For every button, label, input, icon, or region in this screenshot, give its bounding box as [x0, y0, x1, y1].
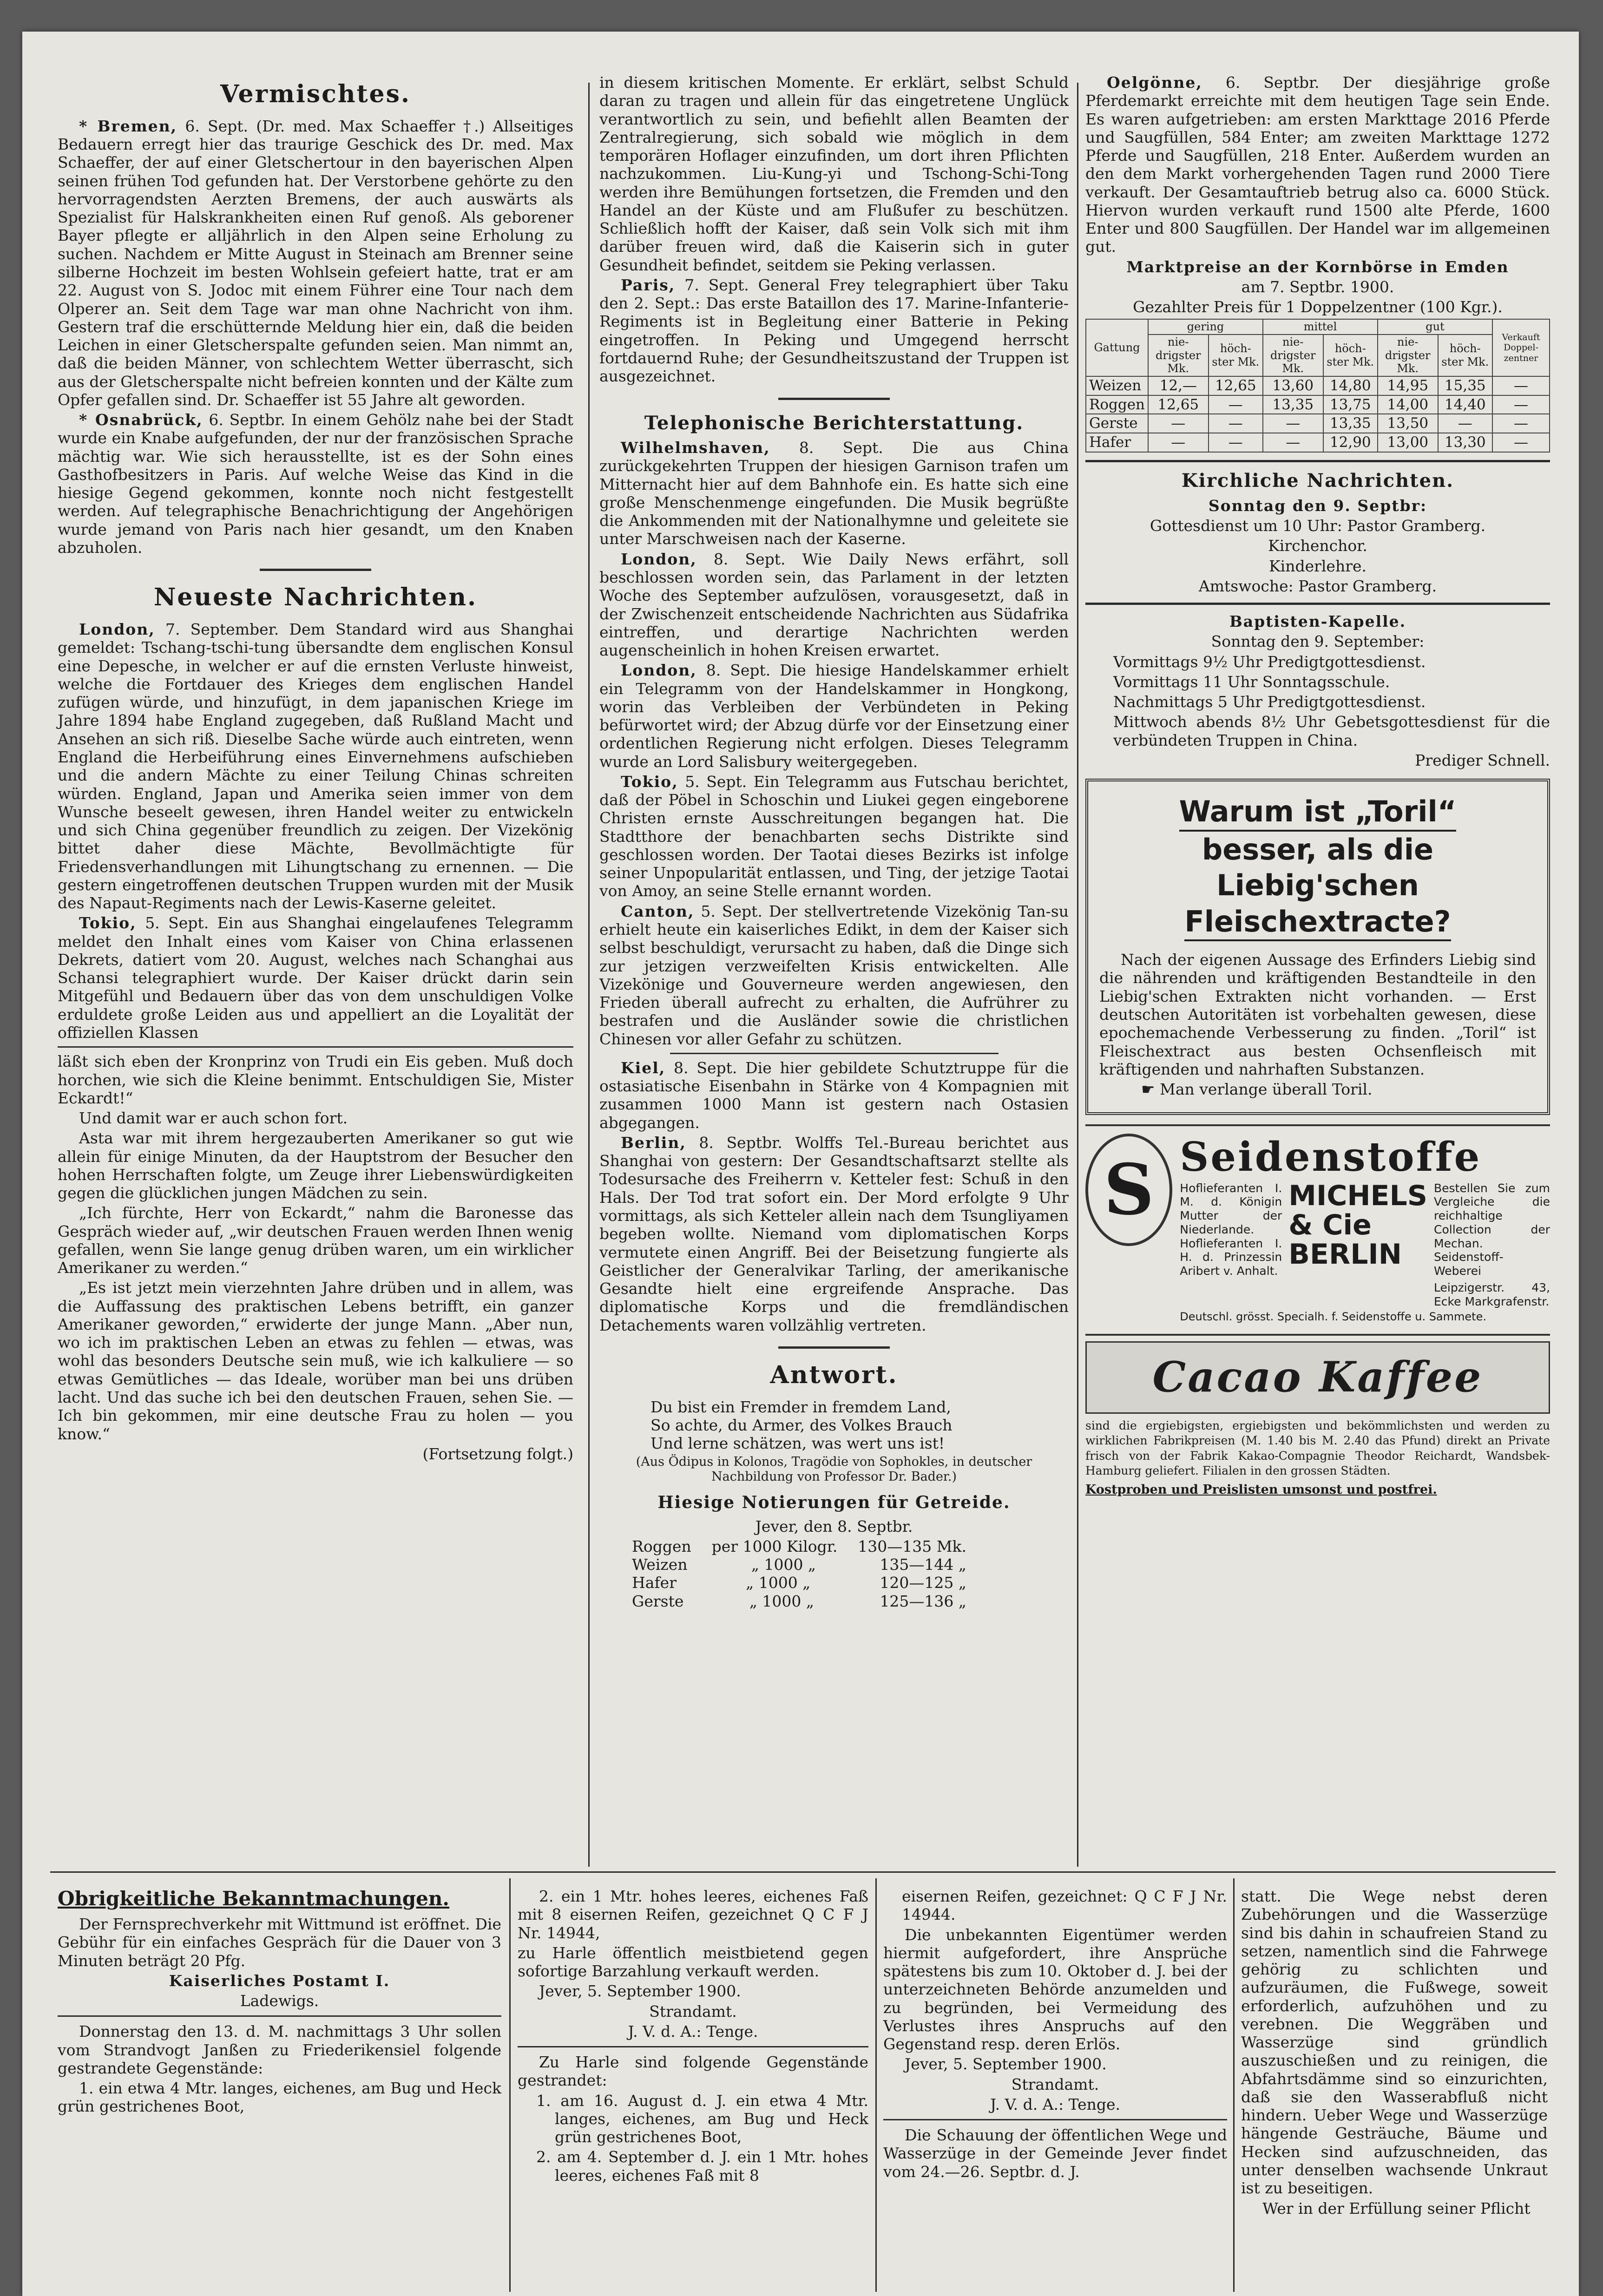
- notice-signature: Kaiserliches Postamt I.: [169, 1971, 390, 1990]
- ad-cta: ☛ Man verlange überall Toril.: [1141, 1080, 1373, 1099]
- column-header: nie- drigster Mk.: [1378, 335, 1438, 376]
- notice-list: [518, 2092, 868, 2184]
- section-heading-telephon: Telephonische Berichterstattung.: [644, 412, 1024, 434]
- article-berlin: Berlin, 8. Septbr. Wolffs Tel.-Bureau berichtet aus Shanghai von gestern: Der Gesandtschaftsarzt stellte als Todesursache des Freiherrn v. Ketteler fest: Schuß in den Hals. Der Tod trat sofort ein. Der Mord erfolgte 9 Uhr vormittags, als sich Ketteler allein nach dem Tsungliyamen begeben wollte. Niemand vom diplomatischen Korps vermutete einen Angriff. Bei der Beisetzung fungierte als Geistlicher der Generalvikar Tarling, der amerikanische Gesandte hielt eine ergreifende Ansprache. Das diplomatische Korps und die fremdländischen Detachements waren vollzählig vertreten.: [599, 1133, 1069, 1334]
- bottom-column-c: [883, 1887, 1227, 2183]
- baptisten-date: Sonntag den 9. September:: [1211, 632, 1425, 651]
- section-heading-vermischtes: Vermischtes.: [220, 80, 411, 108]
- table-cell: Weizen: [1086, 376, 1148, 395]
- table-cell: 14,80: [1323, 376, 1378, 395]
- poem-line: Du bist ein Fremder in fremdem Land,: [650, 1397, 951, 1416]
- column-divider: [1233, 1878, 1235, 2292]
- baptisten-line: Vormittags 11 Uhr Sonntagsschule.: [1113, 672, 1390, 691]
- poem-line: So achte, du Armer, des Volkes Brauch: [650, 1416, 953, 1434]
- story-paragraph: läßt sich eben der Kronprinz von Trudi ein Eis geben. Muß doch horchen, wie sich die Kleine benimmt. Entschuldigen Sie, Mister Eckardt!“: [58, 1052, 573, 1107]
- notice-paragraph: statt. Die Wege nebst deren Zubehörungen und die Wasserzüge sind bis dahin in schaufreien Stand zu setzen, namentlich sind die Fahrwege gehörig zu schlichten und aufzuräumen, die Fußwege, soweit erforderlich, aufzuhöhen und zu verebnen. Die Weggräben und Wasserzüge sind gründlich auszuschießen und zu reinigen, die Abfahrtsdämme sind so einzurichten, daß sie den Wasserabfluß nicht hindern. Ueber Wege und Wasserzüge hängende Gesträuche, Bäume und Hecken sind aufzuschneiden, das unter denselben wachsende Unkraut ist zu beseitigen.: [1241, 1887, 1548, 2198]
- notice-paragraph: Zu Harle sind folgende Gegenstände gestrandet:: [518, 2053, 868, 2090]
- table-cell: 13,35: [1323, 414, 1378, 433]
- table-cell: —: [1492, 433, 1550, 452]
- table-cell: Hafer: [1086, 433, 1148, 452]
- getreide-table: [599, 1537, 1069, 1610]
- article-continued: in diesem kritischen Momente. Er erklärt, selbst Schuld daran zu tragen und allein für das eingetretene Unglück verantwortlich zu sein, und befiehlt allen Beamten der Zentralregierung, sich sobald wie möglich in dem temporären Hoflager einzufinden, um dort ihren Pflichten nachzukommen. Liu-Kung-yi und Tschong-Schi-Tong werden ihre Bemühungen fortsetzen, die Fremden und den Handel an der Küste und am Flußufer zu beschützen. Schließlich hofft der Kaiser, daß sein Volk sich mit ihm darüber freuen wird, daß die Kaiserin sich in guter Gesundheit befindet, seitdem sie Peking verlassen.: [599, 73, 1069, 274]
- marktpreise-subtitle: Gezahlter Preis für 1 Doppelzentner (100 Kgr.).: [1133, 298, 1503, 316]
- bottom-column-a: [58, 1887, 501, 2118]
- column-header: höch- ster Mk.: [1438, 335, 1492, 376]
- notice-paragraph: zu Harle öffentlich meistbietend gegen sofortige Barzahlung verkauft werden.: [518, 1943, 868, 1981]
- kakao-footer: Kostproben und Preislisten umsonst und postfrei.: [1085, 1482, 1437, 1497]
- poem-source: (Aus Ödipus in Kolonos, Tragödie von Sophokles, in deutscher Nachbildung von Professor Dr. Bader.): [636, 1454, 1032, 1484]
- column-header: Gattung: [1086, 319, 1148, 376]
- article-paris: Paris, 7. Sept. General Frey telegraphiert über Taku den 2. Sept.: Das erste Bataillon des 17. Marine-Infanterie-Regiments ist in Begleitung einer Batterie in Peking eingetroffen. In Peking und Umgegend herrscht fortdauernd Ruhe; der Gesundheitszustand der Truppen ist ausgezeichnet.: [599, 276, 1069, 386]
- article-tokio: Tokio, 5. Sept. Ein aus Shanghai eingelaufenes Telegramm meldet den Inhalt eines vom Kaiser von China erlassenen Dekrets, datiert vom 20. August, welches nach Schanghai aus Schansi telegraphiert wurde. Der Kaiser drückt darin sein Mitgefühl und Bedauern über das von dem unschuldigen Volke erduldete große Leiden aus und appelliert an die Loyalität der offiziellen Klassen: [58, 914, 573, 1042]
- column-header: Verkauft Doppel- zentner: [1492, 319, 1550, 376]
- table-cell: 13,35: [1263, 395, 1323, 414]
- pointing-hand-icon: ☛: [1141, 1080, 1160, 1099]
- kirch-line: Gottesdienst um 10 Uhr: Pastor Gramberg.: [1150, 517, 1486, 535]
- notice-signature: Ladewigs.: [240, 1992, 319, 2010]
- poem-title: Antwort.: [770, 1360, 898, 1389]
- story-paragraph: „Ich fürchte, Herr von Eckardt,“ nahm die Baronesse das Gespräch wieder auf, „wir deutschen Frauen werden Ihnen wenig gefallen, wenn Sie lange genug drüben waren, um ein wirklicher Amerikaner zu werden.“: [58, 1204, 573, 1277]
- table-cell: —: [1492, 376, 1550, 395]
- baptisten-title: Baptisten-Kapelle.: [1229, 612, 1406, 631]
- seidenstoffe-footer: Deutschl. grösst. Specialh. f. Seidenstoffe u. Sammete.: [1180, 1310, 1486, 1324]
- newspaper-page: [22, 32, 1579, 2296]
- column-divider: [875, 1878, 877, 2292]
- seidenstoffe-advertisement: [1085, 1124, 1550, 1324]
- kakao-logo: Cacao Kaffee: [1085, 1341, 1550, 1414]
- table-cell: 12,—: [1148, 376, 1209, 395]
- table-cell: —: [1263, 414, 1323, 433]
- kakao-advertisement: [1085, 1334, 1550, 1497]
- toril-advertisement: [1085, 779, 1550, 1115]
- table-row: [1086, 376, 1550, 395]
- feuilleton-divider: [58, 1046, 573, 1048]
- table-row: [1086, 414, 1550, 433]
- getreide-date: Jever, den 8. Septbr.: [755, 1517, 913, 1535]
- notice-divider: [883, 2119, 1227, 2120]
- table-cell: Gerste: [1086, 414, 1148, 433]
- table-cell: 12,90: [1323, 433, 1378, 452]
- column-header: höch- ster Mk.: [1323, 335, 1378, 376]
- table-cell: 14,40: [1438, 395, 1492, 414]
- baptisten-line: Mittwoch abends 8½ Uhr Gebetsgottesdienst für die verbündeten Truppen in China.: [1113, 713, 1550, 749]
- column-header: nie- drigster Mk.: [1263, 335, 1323, 376]
- table-cell: 14,00: [1378, 395, 1438, 414]
- monogram-logo: S: [1085, 1134, 1172, 1246]
- notice-paragraph: Der Fernsprechverkehr mit Wittmund ist eröffnet. Die Gebühr für ein einfaches Gespräch für die Dauer von 3 Minuten beträgt 20 Pfg.: [58, 1915, 501, 1970]
- story-paragraph: Asta war mit ihrem hergezauberten Amerikaner so gut wie allein für einige Minuten, da der Hauptstrom der Besucher den hohen Herrschaften folgte, um Zeuge ihrer Liebenswürdigkeiten gegen die glücklichen jungen Mädchen zu sein.: [58, 1129, 573, 1202]
- getreide-row: Weizen „ 1000 „ 135—144 „: [632, 1555, 966, 1574]
- notice-item: 2. am 4. September d. J. ein 1 Mtr. hohes leeres, eichenes Faß mit 8: [536, 2148, 868, 2184]
- notice-item: 1. ein etwa 4 Mtr. langes, eichenes, am Bug und Heck grün gestrichenes Boot,: [58, 2079, 501, 2116]
- notice-item: 2. ein 1 Mtr. hohes leeres, eichenes Faß mit 8 eisernen Reifen, gezeichnet Q C F J Nr. 14944,: [518, 1887, 868, 1942]
- notice-date: Jever, 5. September 1900.: [905, 2055, 1107, 2073]
- seidenstoffe-grid: [1180, 1181, 1550, 1309]
- continuation-note: (Fortsetzung folgt.): [422, 1444, 573, 1463]
- poem: [599, 1398, 1069, 1453]
- column-divider: [1077, 83, 1078, 1867]
- getreide-row: Gerste „ 1000 „ 125—136 „: [632, 1592, 966, 1610]
- section-divider: [1085, 603, 1550, 605]
- marktpreise-table: [1085, 319, 1550, 453]
- article-canton: Canton, 5. Sept. Der stellvertretende Vizekönig Tan-su erhielt heute ein kaiserliches Edikt, in dem der Kaiser sich selbst beschuldigt, verursacht zu haben, daß die Dinge sich zur jetzigen verzweifelten Krisis entwickelten. Alle Vizekönige und Gouverneure werden angewiesen, den Frieden überall aufrecht zu erhalten, die Aufrührer zu bestrafen und die Ausländer sowie die christlichen Chinesen vor aller Gefahr zu schützen.: [599, 902, 1069, 1048]
- seidenstoffe-title: Seidenstoffe: [1180, 1134, 1482, 1181]
- table-cell: 15,35: [1438, 376, 1492, 395]
- article-kiel: Kiel, 8. Sept. Die hier gebildete Schutztruppe für die ostasiatische Eisenbahn in Stärke von 4 Kompagnien mit zusammen 1000 Mann ist gestern nach Ostasien abgegangen.: [599, 1058, 1069, 1132]
- table-cell: —: [1492, 414, 1550, 433]
- table-cell: 13,60: [1263, 376, 1323, 395]
- kirch-subtitle: Sonntag den 9. Septbr:: [1208, 496, 1427, 515]
- notice-paragraph: eisernen Reifen, gezeichnet: Q C F J Nr. 14944.: [902, 1887, 1227, 1924]
- story-paragraph: Und damit war er auch schon fort.: [79, 1109, 348, 1128]
- article-tokio: Tokio, 5. Sept. Ein Telegramm aus Futschau berichtet, daß der Pöbel in Schoschin und Liukei gegen eingeborene Christen ernste Ausschreitungen begangen hat. Die Stadtthore der benachbarten sechs Distrikte sind geschlossen worden. Der Taotai dieses Bezirks ist infolge seiner Unpopularität entlassen, und Ting, der jetzige Taotai von Amoy, an seine Stelle ernannt worden.: [599, 772, 1069, 900]
- notice-signature: J. V. d. A.: Tenge.: [990, 2095, 1121, 2113]
- table-cell: —: [1492, 395, 1550, 414]
- column-3: [1085, 73, 1550, 1497]
- table-cell: —: [1209, 414, 1263, 433]
- baptisten-line: Nachmittags 5 Uhr Predigtgottesdienst.: [1113, 693, 1426, 711]
- section-heading-neueste: Neueste Nachrichten.: [153, 583, 478, 612]
- notices-title: Obrigkeitliche Bekanntmachungen.: [58, 1887, 450, 1910]
- table-cell: —: [1209, 433, 1263, 452]
- notice-divider: [58, 2015, 501, 2017]
- column-header: nie- drigster Mk.: [1148, 335, 1209, 376]
- table-cell: 13,30: [1438, 433, 1492, 452]
- article-wilhelmshaven: Wilhelmshaven, 8. Sept. Die aus China zurückgekehrten Truppen der hiesigen Garnison trafen um Mitternacht hier auf dem Bahnhofe ein. Es hatte sich eine große Menschenmenge eingefunden. Die Musik begrüßte die Ankommenden mit der Nationalhymne und geleitete sie unter Marschweisen nach der Kaserne.: [599, 439, 1069, 548]
- kirch-line: Kinderlehre.: [1268, 557, 1367, 575]
- baptisten-signature: Prediger Schnell.: [1415, 751, 1550, 769]
- kirch-line: Amtswoche: Pastor Gramberg.: [1198, 577, 1437, 595]
- article-divider: [670, 1053, 999, 1054]
- table-row: [1086, 433, 1550, 452]
- table-row: [1086, 395, 1550, 414]
- table-cell: Roggen: [1086, 395, 1148, 414]
- kirch-title: Kirchliche Nachrichten.: [1181, 470, 1454, 492]
- marktpreise-title: Marktpreise an der Kornbörse in Emden: [1126, 257, 1509, 276]
- kakao-text: sind die ergiebigsten, ergiebigsten und bekömmlichsten und werden zu wirklichen Fabrikpreisen (M. 1.40 bis M. 2.40 das Pfund) direkt an Private frisch von der Fabrik Kakao-Compagnie Theodor Reichardt, Wandsbek-Hamburg geliefert. Filialen in den grossen Städten.: [1085, 1418, 1550, 1478]
- poem-line: Und lerne schätzen, was wert uns ist!: [650, 1434, 945, 1453]
- notice-paragraph: Die Schauung der öffentlichen Wege und Wasserzüge in der Gemeinde Jever findet vom 24.—26. Septbr. d. J.: [883, 2126, 1227, 2181]
- table-cell: —: [1438, 414, 1492, 433]
- notice-paragraph: Donnerstag den 13. d. M. nachmittags 3 Uhr sollen vom Strandvogt Janßen zu Friederikensiel folgende gestrandete Gegenstände:: [58, 2022, 501, 2077]
- table-cell: 14,95: [1378, 376, 1438, 395]
- kirch-line: Kirchenchor.: [1268, 537, 1367, 555]
- article-divider: [260, 569, 371, 571]
- ad-headline: Warum ist „Toril“ besser, als die Liebig'schen Fleischextracte?: [1099, 794, 1536, 941]
- column-header: höch- ster Mk.: [1209, 335, 1263, 376]
- baptisten-line: Vormittags 9½ Uhr Predigtgottesdienst.: [1113, 652, 1426, 671]
- table-cell: 12,65: [1209, 376, 1263, 395]
- article-london-2: London, 8. Sept. Die hiesige Handelskammer erhielt ein Telegramm von der Handelskammer in Hongkong, worin das Verbleiben der Verbündeten in Peking befürwortet wird; der Abzug dürfe vor der Einsetzung einer ordentlichen Regierung nicht erfolgen. Dieses Telegramm wurde an Lord Salisbury weitergegeben.: [599, 661, 1069, 771]
- seidenstoffe-details: [1172, 1134, 1550, 1324]
- table-cell: 13,75: [1323, 395, 1378, 414]
- column-header: gering: [1148, 319, 1263, 335]
- table-cell: 13,00: [1378, 433, 1438, 452]
- table-cell: —: [1209, 395, 1263, 414]
- notice-signature: J. V. d. A.: Tenge.: [628, 2022, 758, 2040]
- seidenstoffe-info: Bestellen Sie zum Vergleiche die reichhaltige Collection der Mechan. Seidenstoff-Weberei Leipzigerstr. 43, Ecke Markgrafenstr.: [1434, 1181, 1550, 1308]
- table-header-row: [1086, 319, 1550, 335]
- notice-paragraph: Wer in der Erfüllung seiner Pflicht: [1262, 2199, 1531, 2217]
- article-divider: [778, 1346, 890, 1349]
- seidenstoffe-hoflieferant: Hoflieferanten I. M. d. Königin Mutter der Niederlande. Hoflieferanten I. H. d. Prinzessin Aribert v. Anhalt.: [1180, 1181, 1282, 1278]
- column-1: [58, 73, 573, 1465]
- article-london-1: London, 8. Sept. Wie Daily News erfährt, soll beschlossen worden sein, das Parlament in der letzten Woche des September aufzulösen, vorausgesetzt, daß in der Zwischenzeit entscheidende Nachrichten aus Südafrika eintreffen, und derartige Nachrichten werden augenscheinlich in hohen Kreisen erwartet.: [599, 550, 1069, 660]
- column-header: gut: [1378, 319, 1492, 335]
- table-cell: —: [1148, 414, 1209, 433]
- bottom-column-b: [518, 1887, 868, 2186]
- notice-divider: [518, 2046, 868, 2047]
- marktpreise-date: am 7. Septbr. 1900.: [1241, 277, 1394, 296]
- article-bremen: * Bremen, 6. Sept. (Dr. med. Max Schaeffer †.) Allseitiges Bedauern erregt hier das traurige Geschick des Dr. med. Max Schaeffer, der auf einer Gletschertour in den bayerischen Alpen seinen frühen Tod gefunden hat. Der Verstorbene gehörte zu den hervorragendsten Aerzten Bremens, der auch auswärts als Spezialist für Halskrankheiten einen Ruf genoß. Als geborener Bayer pflegte er alljährlich in den Alpen seine Erholung zu suchen. Nachdem er Mitte August in Steinach am Brenner seine silberne Hochzeit im besten Wohlsein gefeiert hatte, trat er am 22. August von S. Jodoc mit einem Führer eine Tour nach dem Olperer an. Seit dem Tage war man ohne Nachricht von ihm. Gestern traf die erschütternde Meldung hier ein, daß die beiden Leichen in einer Gletscherspalte gefunden seien. Man nimmt an, daß die beiden Männer, von schlechtem Wetter überrascht, sich aus der Gletscherspalte nicht befreien konnten und der Kälte zum Opfer gefallen sind. Dr. Schaeffer ist 55 Jahre alt geworden.: [58, 117, 574, 409]
- getreide-title: Hiesige Notierungen für Getreide.: [657, 1492, 1011, 1512]
- column-header: mittel: [1263, 319, 1378, 335]
- article-oelgoenne: Oelgönne, 6. Septbr. Der diesjährige große Pferdemarkt erreichte mit dem heutigen Tage sein Ende. Es waren aufgetrieben: am ersten Markttage 2016 Pferde und Saugfüllen, 584 Enter; am zweiten Markttage 1272 Pferde und Saugfüllen, 218 Enter. Außerdem wurden an den dem Markt vorhergehenden Tagen rund 2000 Tiere verkauft. Der Gesamtauftrieb betrug also ca. 6000 Stück. Hiervon wurden verkauft rund 1500 alte Pferde, 1600 Enter und 800 Saugfüllen. Der Handel war im allgemeinen gut.: [1085, 73, 1550, 256]
- notice-date: Jever, 5. September 1900.: [539, 1982, 741, 2001]
- column-divider: [509, 1878, 511, 2292]
- notice-item: 1. am 16. August d. J. ein etwa 4 Mtr. langes, eichenes, am Bug und Heck grün gestrichenes Boot,: [536, 2091, 868, 2146]
- notice-paragraph: Die unbekannten Eigentümer werden hiermit aufgefordert, ihre Ansprüche spätestens bis zum 10. Oktober d. J. bei der unterzeichneten Behörde anzumelden und zu begründen, bei Vermeidung des Verlustes ihres Anspruchs auf den Gegenstand resp. deren Erlös.: [883, 1925, 1227, 2053]
- column-divider: [588, 83, 590, 1867]
- bottom-column-d: [1241, 1887, 1548, 2219]
- article-osnabrueck: * Osnabrück, 6. Septbr. In einem Gehölz nahe bei der Stadt wurde ein Knabe aufgefunden, der nur der französischen Sprache mächtig war. Wie sich herausstellte, ist es der Sohn eines Gasthofbesitzers in Paris. Auf welche Weise das Kind in die hiesige Gegend gekommen, konnte noch nicht festgestellt werden. Auf telegraphische Benachrichtigung der Angehörigen wurde jemand von Paris nach hier gesandt, um den Knaben abzuholen.: [58, 411, 573, 557]
- ad-body: Nach der eigenen Aussage des Erfinders Liebig sind die nährenden und kräftigenden Bestandteile in den Liebig'schen Extrakten nicht vorhanden. — Erst deutschen Autoritäten ist vorbehalten gewesen, diese epochemachende Verbesserung zu finden. „Toril“ ist Fleischextract aus besten Ochsenfleisch mit kräftigenden und nahrhaften Substanzen.: [1099, 951, 1536, 1078]
- table-header-row: [1086, 335, 1550, 376]
- section-divider: [50, 1871, 1556, 1873]
- article-london: London, 7. September. Dem Standard wird aus Shanghai gemeldet: Tschang-tschi-tung übersandte dem englischen Konsul eine Depesche, in welcher er auf die ernsten Verluste hinweist, welche die Fortdauer des Krieges dem englischen Handel zufügen würde, und hinzufügt, in dem japanischen Kriege im Jahre 1894 habe England zugegeben, daß Rußland Macht und Ansehen an sich riß. Dieselbe Sache würde auch eintreten, wenn England die Herbeiführung eines Einvernehmens aufschieben und die andern Mächte zu einer Teilung Chinas schreiten würden. England, Japan und Amerika seien immer von dem Wunsche beseelt gewesen, ihren Handel weiter zu entwickeln und sich China gegenüber freundlich zu zeigen. Der Vizekönig bittet daher diese Mächte, Bevollmächtigte für Friedensverhandlungen mit Lihungtschang zu ernennen. — Die gestern eingetroffenen deutschen Truppen wurden mit der Musik des Napaut-Regiments nach der Lewis-Kaserne geleitet.: [58, 620, 573, 912]
- notice-signature: Strandamt.: [1011, 2075, 1099, 2093]
- section-divider: [1085, 460, 1550, 462]
- table-cell: 13,50: [1378, 414, 1438, 433]
- getreide-row: Roggen per 1000 Kilogr. 130—135 Mk.: [632, 1537, 966, 1555]
- table-cell: —: [1263, 433, 1323, 452]
- article-divider: [778, 398, 890, 400]
- column-2: [599, 73, 1069, 1610]
- story-paragraph: „Es ist jetzt mein vierzehnten Jahre drüben und in allem, was die Auffassung des praktischen Lebens betrifft, ein ganzer Amerikaner geworden,“ erwiderte der junge Mann. „Aber nun, wo ich im praktischen Leben an etwas zu fehlen — etwas, was wohl das besonders Deutsche sein muß, wie ich kalkuliere — so etwas Gemütliches — das Ideale, worüber man bei uns drüben lacht. Und das suche ich bei den deutschen Frauen, sehen Sie. — Ich bin gekommen, mir eine deutsche Frau zu holen — you know.“: [58, 1279, 573, 1443]
- seidenstoffe-firm: MICHELS & Cie BERLIN: [1288, 1179, 1427, 1271]
- notice-signature: Strandamt.: [649, 2002, 737, 2020]
- getreide-row: Hafer „ 1000 „ 120—125 „: [632, 1574, 966, 1592]
- table-cell: —: [1148, 433, 1209, 452]
- table-cell: 12,65: [1148, 395, 1209, 414]
